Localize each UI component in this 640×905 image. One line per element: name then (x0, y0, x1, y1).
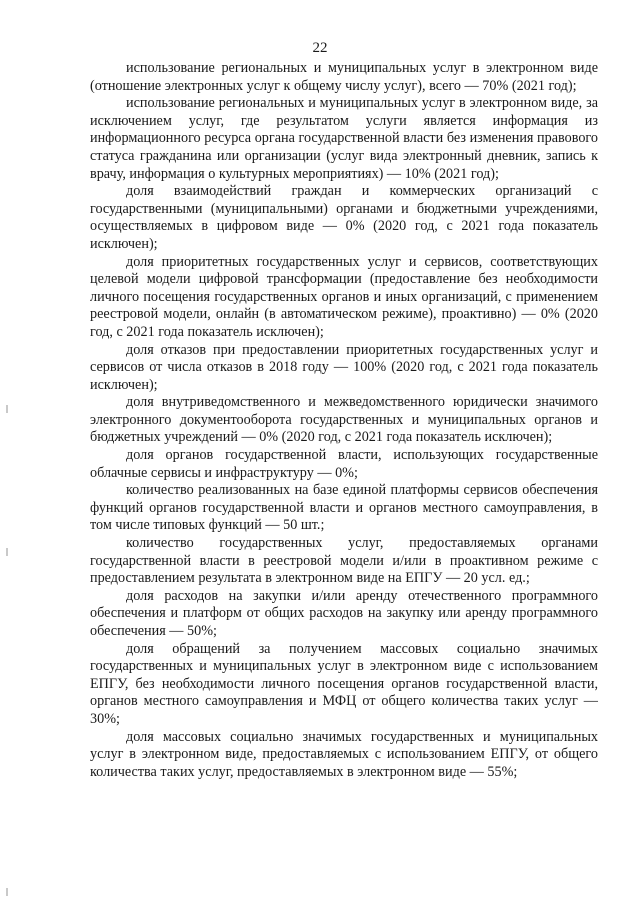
paragraph: доля массовых социально значимых государственных и муниципальных услуг в электронном виде, предоставляемых с использованием ЕПГУ, от общего количества таких услуг, предоставляемых в электронном виде — 55%; (90, 728, 598, 780)
paragraph: доля органов государственной власти, использующих государственные облачные сервисы и инфраструктуру — 0%; (90, 447, 598, 481)
paragraph: доля отказов при предоставлении приоритетных государственных услуг и сервисов от числа отказов в 2018 году — 100% (2020 год, с 2021 года показатель исключен); (90, 341, 598, 393)
paragraph: доля обращений за получением массовых социально значимых государственных и муниципальных услуг в электронном виде с использованием ЕПГУ, без необходимости личного посещения органов государственной власти, органов местного самоуправления и МФЦ от общего количества таких услуг — 30%; (90, 640, 598, 727)
paragraph: использование региональных и муниципальных услуг в электронном виде, за исключением услуг, где результатом услуги является информация из информационного ресурса органа государственной власти без изменения правового статуса гражданина или организации (услуг вида электронный дневник, запись к врачу, информация о культурных мероприятиях) — 10% (2021 год); (90, 95, 598, 182)
paragraph: доля внутриведомственного и межведомственного юридически значимого электронного документооборота государственных и муниципальных органов и бюджетных учреждений — 0% (2020 год, с 2021 года показатель исключен); (90, 394, 598, 446)
scan-mark (6, 405, 8, 413)
paragraph: использование региональных и муниципальных услуг в электронном виде (отношение электронных услуг к общему числу услуг), всего — 70% (2021 год); (90, 60, 598, 94)
paragraph: количество государственных услуг, предоставляемых органами государственной власти в реестровой модели и/или в проактивном режиме с предоставлением результата в электронном виде на ЕПГУ — 20 усл. ед.; (90, 535, 598, 587)
paragraph: доля приоритетных государственных услуг и сервисов, соответствующих целевой модели цифровой трансформации (предоставление без необходимости личного посещения государственных органов и иных организаций, с применением реестровой модели, онлайн (в автоматическом режиме), проактивно) — 0% (2020 год, с 2021 года показатель исключен); (90, 253, 598, 340)
paragraph: доля расходов на закупки и/или аренду отечественного программного обеспечения и платформ от общих расходов на закупку или аренду программного обеспечения — 50%; (90, 587, 598, 639)
scan-mark (6, 888, 8, 896)
page-number: 22 (312, 40, 328, 56)
document-body (90, 60, 598, 781)
paragraph: количество реализованных на базе единой платформы сервисов обеспечения функций органов государственной власти и органов местного самоуправления, в том числе типовых функций — 50 шт.; (90, 482, 598, 534)
paragraph: доля взаимодействий граждан и коммерческих организаций с государственными (муниципальными) органами и бюджетными учреждениями, осуществляемых в цифровом виде — 0% (2020 год, с 2021 года показатель исключен); (90, 183, 598, 252)
scan-mark (6, 548, 8, 556)
